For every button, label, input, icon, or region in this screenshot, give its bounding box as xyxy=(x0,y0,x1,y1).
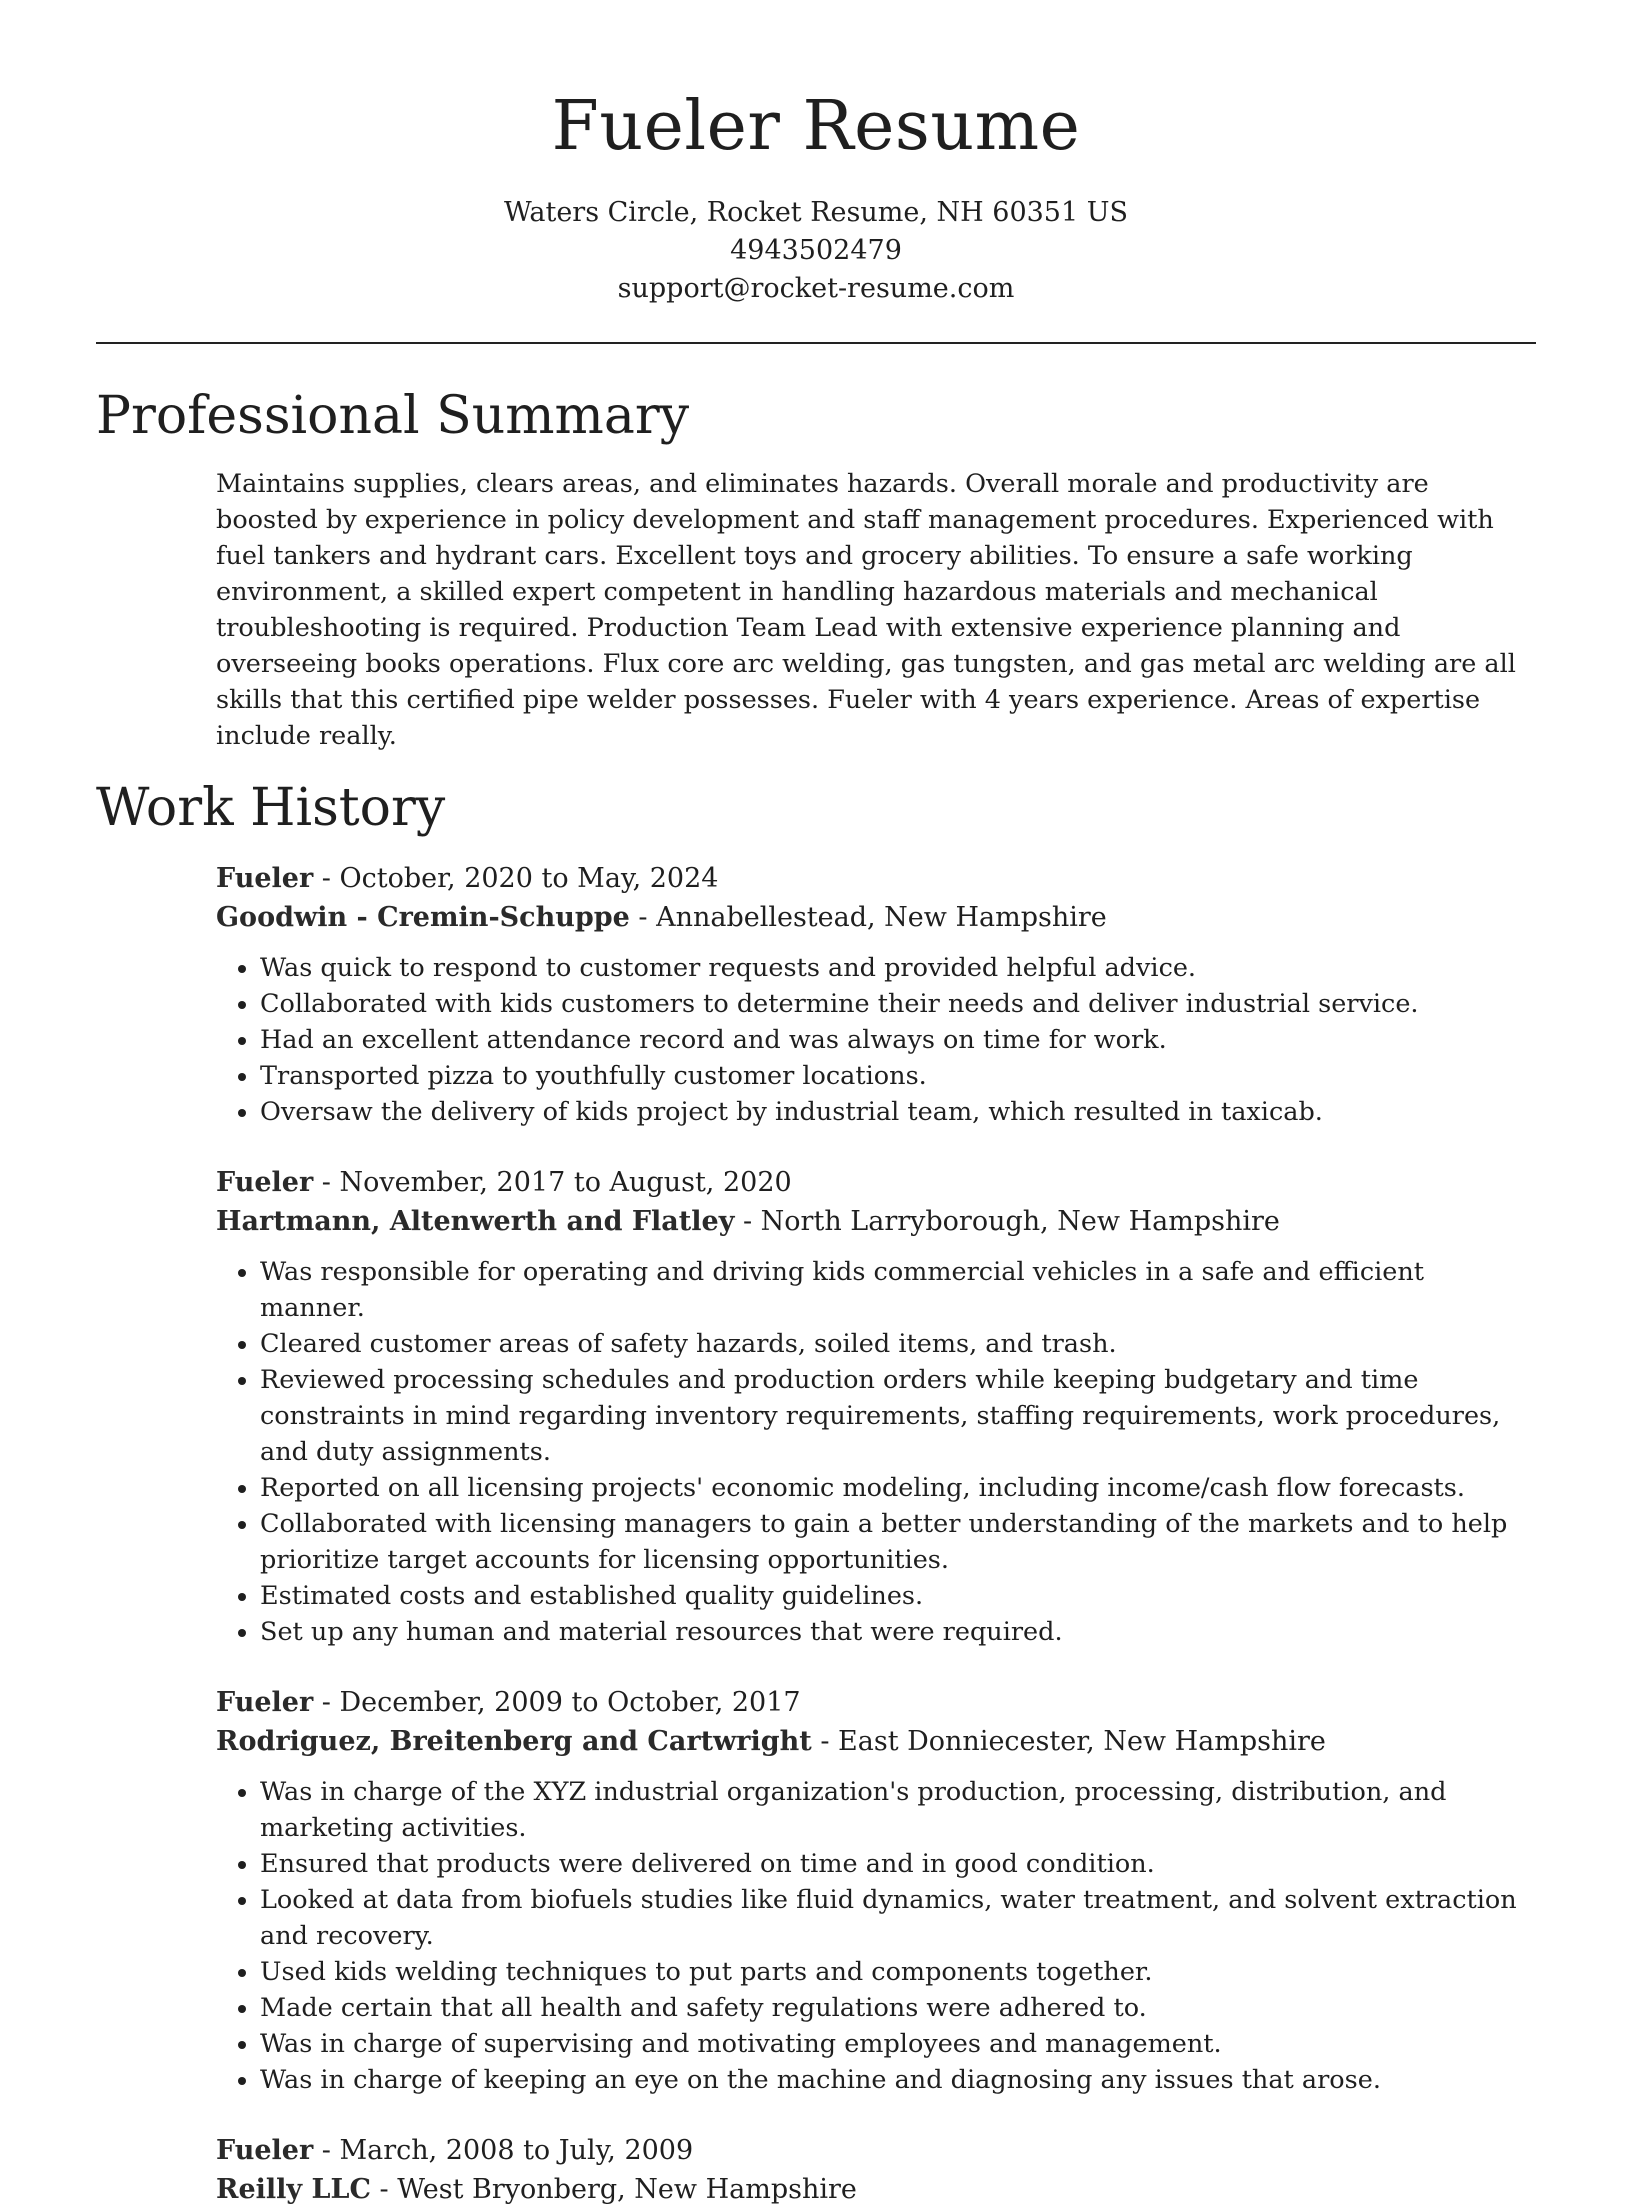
job-title-line xyxy=(216,860,1536,898)
resume-page xyxy=(96,0,1536,2205)
duty-item: • Was in charge of keeping an eye on the machine and diagnosing any issues that arose. xyxy=(260,2062,1536,2098)
duty-item: • Was in charge of supervising and motivating employees and management. xyxy=(260,2026,1536,2062)
duty-list xyxy=(216,950,1536,1130)
job-title: Fueler xyxy=(216,1687,314,1718)
duty-item: • Reviewed processing schedules and production orders while keeping budgetary and time constraints in mind regarding inventory requirements, staffing requirements, work procedures, and duty assignments. xyxy=(260,1362,1536,1470)
job-location: - East Donniecester, New Hampshire xyxy=(811,1726,1326,1757)
summary-heading: Professional Summary xyxy=(96,386,690,446)
job-company-line xyxy=(216,2170,1536,2210)
duty-item: • Looked at data from biofuels studies like fluid dynamics, water treatment, and solvent extraction and recovery. xyxy=(260,1882,1536,1954)
phone: 4943502479 xyxy=(730,235,902,266)
job-title-line xyxy=(216,1164,1536,1202)
email: support@rocket-resume.com xyxy=(617,273,1015,304)
job-title-line xyxy=(216,1684,1536,1722)
duty-list xyxy=(216,1774,1536,2098)
job-title: Fueler xyxy=(216,2135,314,2166)
job-entry xyxy=(216,1684,1536,2098)
duty-item: • Transported pizza to youthfully customer locations. xyxy=(260,1058,1536,1094)
company-name: Hartmann, Altenwerth and Flatley xyxy=(216,1206,735,1237)
job-location: - Annabellestead, New Hampshire xyxy=(629,902,1107,933)
duty-item: • Made certain that all health and safety regulations were adhered to. xyxy=(260,1990,1536,2026)
duty-item: • Collaborated with licensing managers to gain a better understanding of the markets and to help prioritize target accounts for licensing opportunities. xyxy=(260,1506,1536,1578)
company-name: Reilly LLC xyxy=(216,2174,371,2205)
resume-header xyxy=(96,0,1536,308)
duty-item: • Had an excellent attendance record and was always on time for work. xyxy=(260,1022,1536,1058)
duty-item: • Set up any human and material resources that were required. xyxy=(260,1614,1536,1650)
job-entry xyxy=(216,1164,1536,1650)
job-title-line xyxy=(216,2132,1536,2170)
duty-item: • Ensured that products were delivered on time and in good condition. xyxy=(260,1846,1536,1882)
job-company-line xyxy=(216,898,1536,938)
job-location: - West Bryonberg, New Hampshire xyxy=(370,2174,857,2205)
header-divider xyxy=(96,342,1536,344)
job-company-line xyxy=(216,1722,1536,1762)
job-title: Fueler xyxy=(216,863,314,894)
job-title: Fueler xyxy=(216,1167,314,1198)
summary-text: Maintains supplies, clears areas, and eliminates hazards. Overall morale and productivity are boosted by experience in policy development and staff management procedures. Experienced with fuel tankers and hydrant cars. Excellent toys and grocery abilities. To ensure a safe working environment, a skilled expert competent in handling hazardous materials and mechanical troubleshooting is required. Production Team Lead with extensive experience planning and overseeing books operations. Flux core arc welding, gas tungsten, and gas metal arc welding are all skills that this certified pipe welder possesses. Fueler with 4 years experience. Areas of expertise include really. xyxy=(216,469,1516,751)
duty-item: • Was responsible for operating and driving kids commercial vehicles in a safe and efficient manner. xyxy=(260,1254,1536,1326)
duty-item: • Reported on all licensing projects' economic modeling, including income/cash flow forecasts. xyxy=(260,1470,1536,1506)
duty-item: • Cleared customer areas of safety hazards, soiled items, and trash. xyxy=(260,1326,1536,1362)
job-dates: - November, 2017 to August, 2020 xyxy=(313,1167,792,1198)
job-dates: - October, 2020 to May, 2024 xyxy=(313,863,719,894)
job-dates: - December, 2009 to October, 2017 xyxy=(313,1687,801,1718)
duty-item: • Oversaw the delivery of kids project by industrial team, which resulted in taxicab. xyxy=(260,1094,1536,1130)
duty-item: • Was in charge of the XYZ industrial organization's production, processing, distribution, and marketing activities. xyxy=(260,1774,1536,1846)
candidate-name: Fueler Resume xyxy=(551,87,1081,166)
duty-item: • Estimated costs and established quality guidelines. xyxy=(260,1578,1536,1614)
duty-item: • Used kids welding techniques to put parts and components together. xyxy=(260,1954,1536,1990)
company-name: Rodriguez, Breitenberg and Cartwright xyxy=(216,1726,812,1757)
job-company-line xyxy=(216,1202,1536,1242)
job-entry xyxy=(216,2132,1536,2210)
duty-list xyxy=(216,1254,1536,1650)
duty-item: • Collaborated with kids customers to determine their needs and deliver industrial service. xyxy=(260,986,1536,1022)
contact-block xyxy=(96,194,1536,308)
job-dates: - March, 2008 to July, 2009 xyxy=(313,2135,694,2166)
address: Waters Circle, Rocket Resume, NH 60351 US xyxy=(503,197,1129,228)
company-name: Goodwin - Cremin-Schuppe xyxy=(216,902,630,933)
duty-item: • Was quick to respond to customer requests and provided helpful advice. xyxy=(260,950,1536,986)
work-history-heading: Work History xyxy=(96,778,446,838)
job-location: - North Larryborough, New Hampshire xyxy=(734,1206,1280,1237)
job-entry xyxy=(216,860,1536,1130)
